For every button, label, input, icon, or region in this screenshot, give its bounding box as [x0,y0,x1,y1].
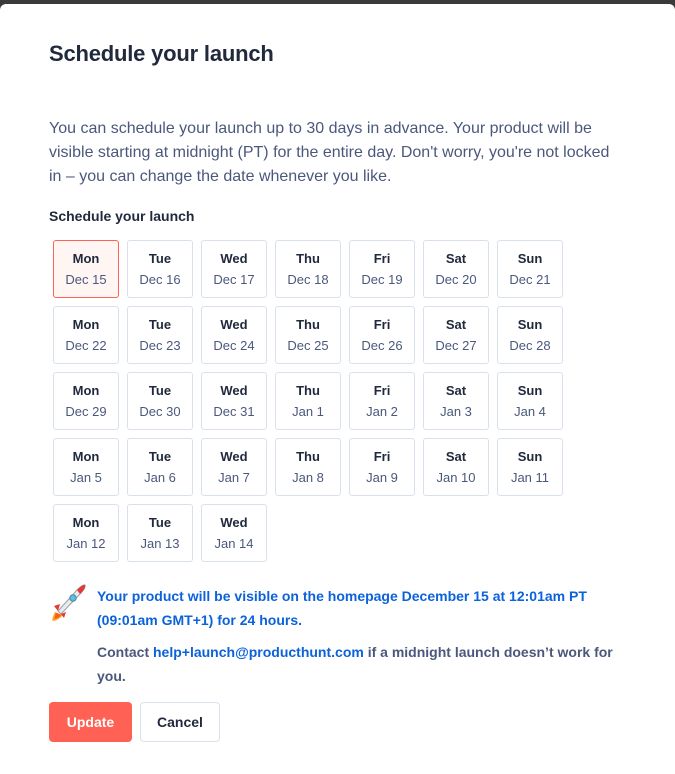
contact-suffix: if a midnight launch doesn’t work for you. [97,644,613,684]
day-option[interactable] [53,306,119,364]
day-of-week-label: Sat [445,316,467,332]
day-date-label: Dec 29 [65,403,107,419]
day-option[interactable] [497,306,563,364]
day-of-week-label: Sun [517,382,543,398]
day-date-label: Dec 20 [435,271,477,287]
day-of-week-label: Mon [72,316,100,332]
day-date-label: Jan 6 [144,469,176,485]
day-date-label: Jan 1 [292,403,324,419]
day-option[interactable] [275,306,341,364]
day-option[interactable] [275,240,341,298]
day-of-week-label: Wed [220,316,248,332]
day-of-week-label: Tue [148,382,172,398]
day-date-label: Dec 23 [139,337,181,353]
day-date-label: Dec 30 [139,403,181,419]
day-of-week-label: Sat [445,448,467,464]
calendar-section-label: Schedule your launch [49,208,195,224]
day-date-label: Dec 18 [287,271,329,287]
day-of-week-label: Wed [220,382,248,398]
day-of-week-label: Tue [148,316,172,332]
day-of-week-label: Mon [72,250,100,266]
day-option[interactable] [53,372,119,430]
day-of-week-label: Tue [148,514,172,530]
day-date-label: Jan 7 [218,469,250,485]
day-option[interactable] [423,306,489,364]
rocket-icon [49,582,87,622]
day-date-label: Jan 9 [366,469,398,485]
day-date-label: Dec 25 [287,337,329,353]
day-of-week-label: Mon [72,382,100,398]
schedule-launch-modal [0,4,675,774]
day-of-week-label: Sun [517,250,543,266]
day-option[interactable] [275,372,341,430]
day-date-label: Dec 26 [361,337,403,353]
day-option[interactable] [201,372,267,430]
day-date-label: Dec 21 [509,271,551,287]
day-option[interactable] [201,240,267,298]
update-button[interactable]: Update [49,702,132,742]
day-date-label: Dec 17 [213,271,255,287]
day-date-label: Jan 8 [292,469,324,485]
day-of-week-label: Wed [220,514,248,530]
day-date-label: Dec 28 [509,337,551,353]
day-option[interactable] [201,438,267,496]
day-of-week-label: Mon [72,448,100,464]
day-date-label: Jan 11 [510,469,550,485]
day-of-week-label: Sat [445,250,467,266]
day-option[interactable] [275,438,341,496]
day-date-label: Jan 14 [214,535,254,551]
day-date-label: Jan 2 [366,403,398,419]
day-option[interactable] [201,504,267,562]
day-option[interactable] [497,372,563,430]
day-option[interactable] [127,240,193,298]
day-date-label: Dec 16 [139,271,181,287]
day-of-week-label: Thu [296,250,320,266]
day-date-label: Dec 15 [65,271,107,287]
day-option[interactable] [127,306,193,364]
day-option[interactable] [127,438,193,496]
day-of-week-label: Fri [373,382,391,398]
day-option[interactable] [423,438,489,496]
day-of-week-label: Thu [296,448,320,464]
day-of-week-label: Sat [445,382,467,398]
modal-description: You can schedule your launch up to 30 days in advance. Your product will be visible starting at midnight (PT) for the entire day. Don't worry, you're not locked in – you can change the date whenever you like. [49,120,610,185]
day-date-label: Dec 22 [65,337,107,353]
cancel-button[interactable]: Cancel [140,702,220,742]
day-date-label: Jan 3 [440,403,472,419]
day-option[interactable] [53,504,119,562]
day-option[interactable] [349,240,415,298]
day-option[interactable] [53,438,119,496]
day-option[interactable] [349,306,415,364]
day-of-week-label: Fri [373,250,391,266]
day-of-week-label: Tue [148,250,172,266]
day-option[interactable] [53,240,119,298]
day-of-week-label: Wed [220,250,248,266]
day-option[interactable] [497,438,563,496]
day-date-label: Dec 31 [213,403,255,419]
day-date-label: Jan 4 [514,403,546,419]
contact-prefix: Contact [97,644,153,660]
day-option[interactable] [497,240,563,298]
day-option[interactable] [349,372,415,430]
day-of-week-label: Mon [72,514,100,530]
day-date-label: Dec 24 [213,337,255,353]
day-of-week-label: Sun [517,448,543,464]
modal-title: Schedule your launch [49,41,274,66]
day-of-week-label: Sun [517,316,543,332]
day-option[interactable] [349,438,415,496]
support-email-link[interactable]: help+launch@producthunt.com [153,644,364,660]
day-date-label: Jan 13 [140,535,180,551]
contact-note [97,640,627,688]
day-of-week-label: Fri [373,448,391,464]
day-option[interactable] [423,372,489,430]
day-date-label: Dec 19 [361,271,403,287]
day-option[interactable] [127,372,193,430]
day-date-label: Jan 10 [436,469,476,485]
day-of-week-label: Fri [373,316,391,332]
day-of-week-label: Thu [296,316,320,332]
launch-date-grid [53,240,573,562]
day-option[interactable] [127,504,193,562]
visibility-notice: Your product will be visible on the homepage December 15 at 12:01am PT (09:01am GMT+1) for 24 hours. [97,588,587,628]
day-date-label: Jan 5 [70,469,102,485]
day-option[interactable] [423,240,489,298]
day-of-week-label: Thu [296,382,320,398]
day-date-label: Dec 27 [435,337,477,353]
day-date-label: Jan 12 [66,535,106,551]
day-option[interactable] [201,306,267,364]
day-of-week-label: Wed [220,448,248,464]
day-of-week-label: Tue [148,448,172,464]
